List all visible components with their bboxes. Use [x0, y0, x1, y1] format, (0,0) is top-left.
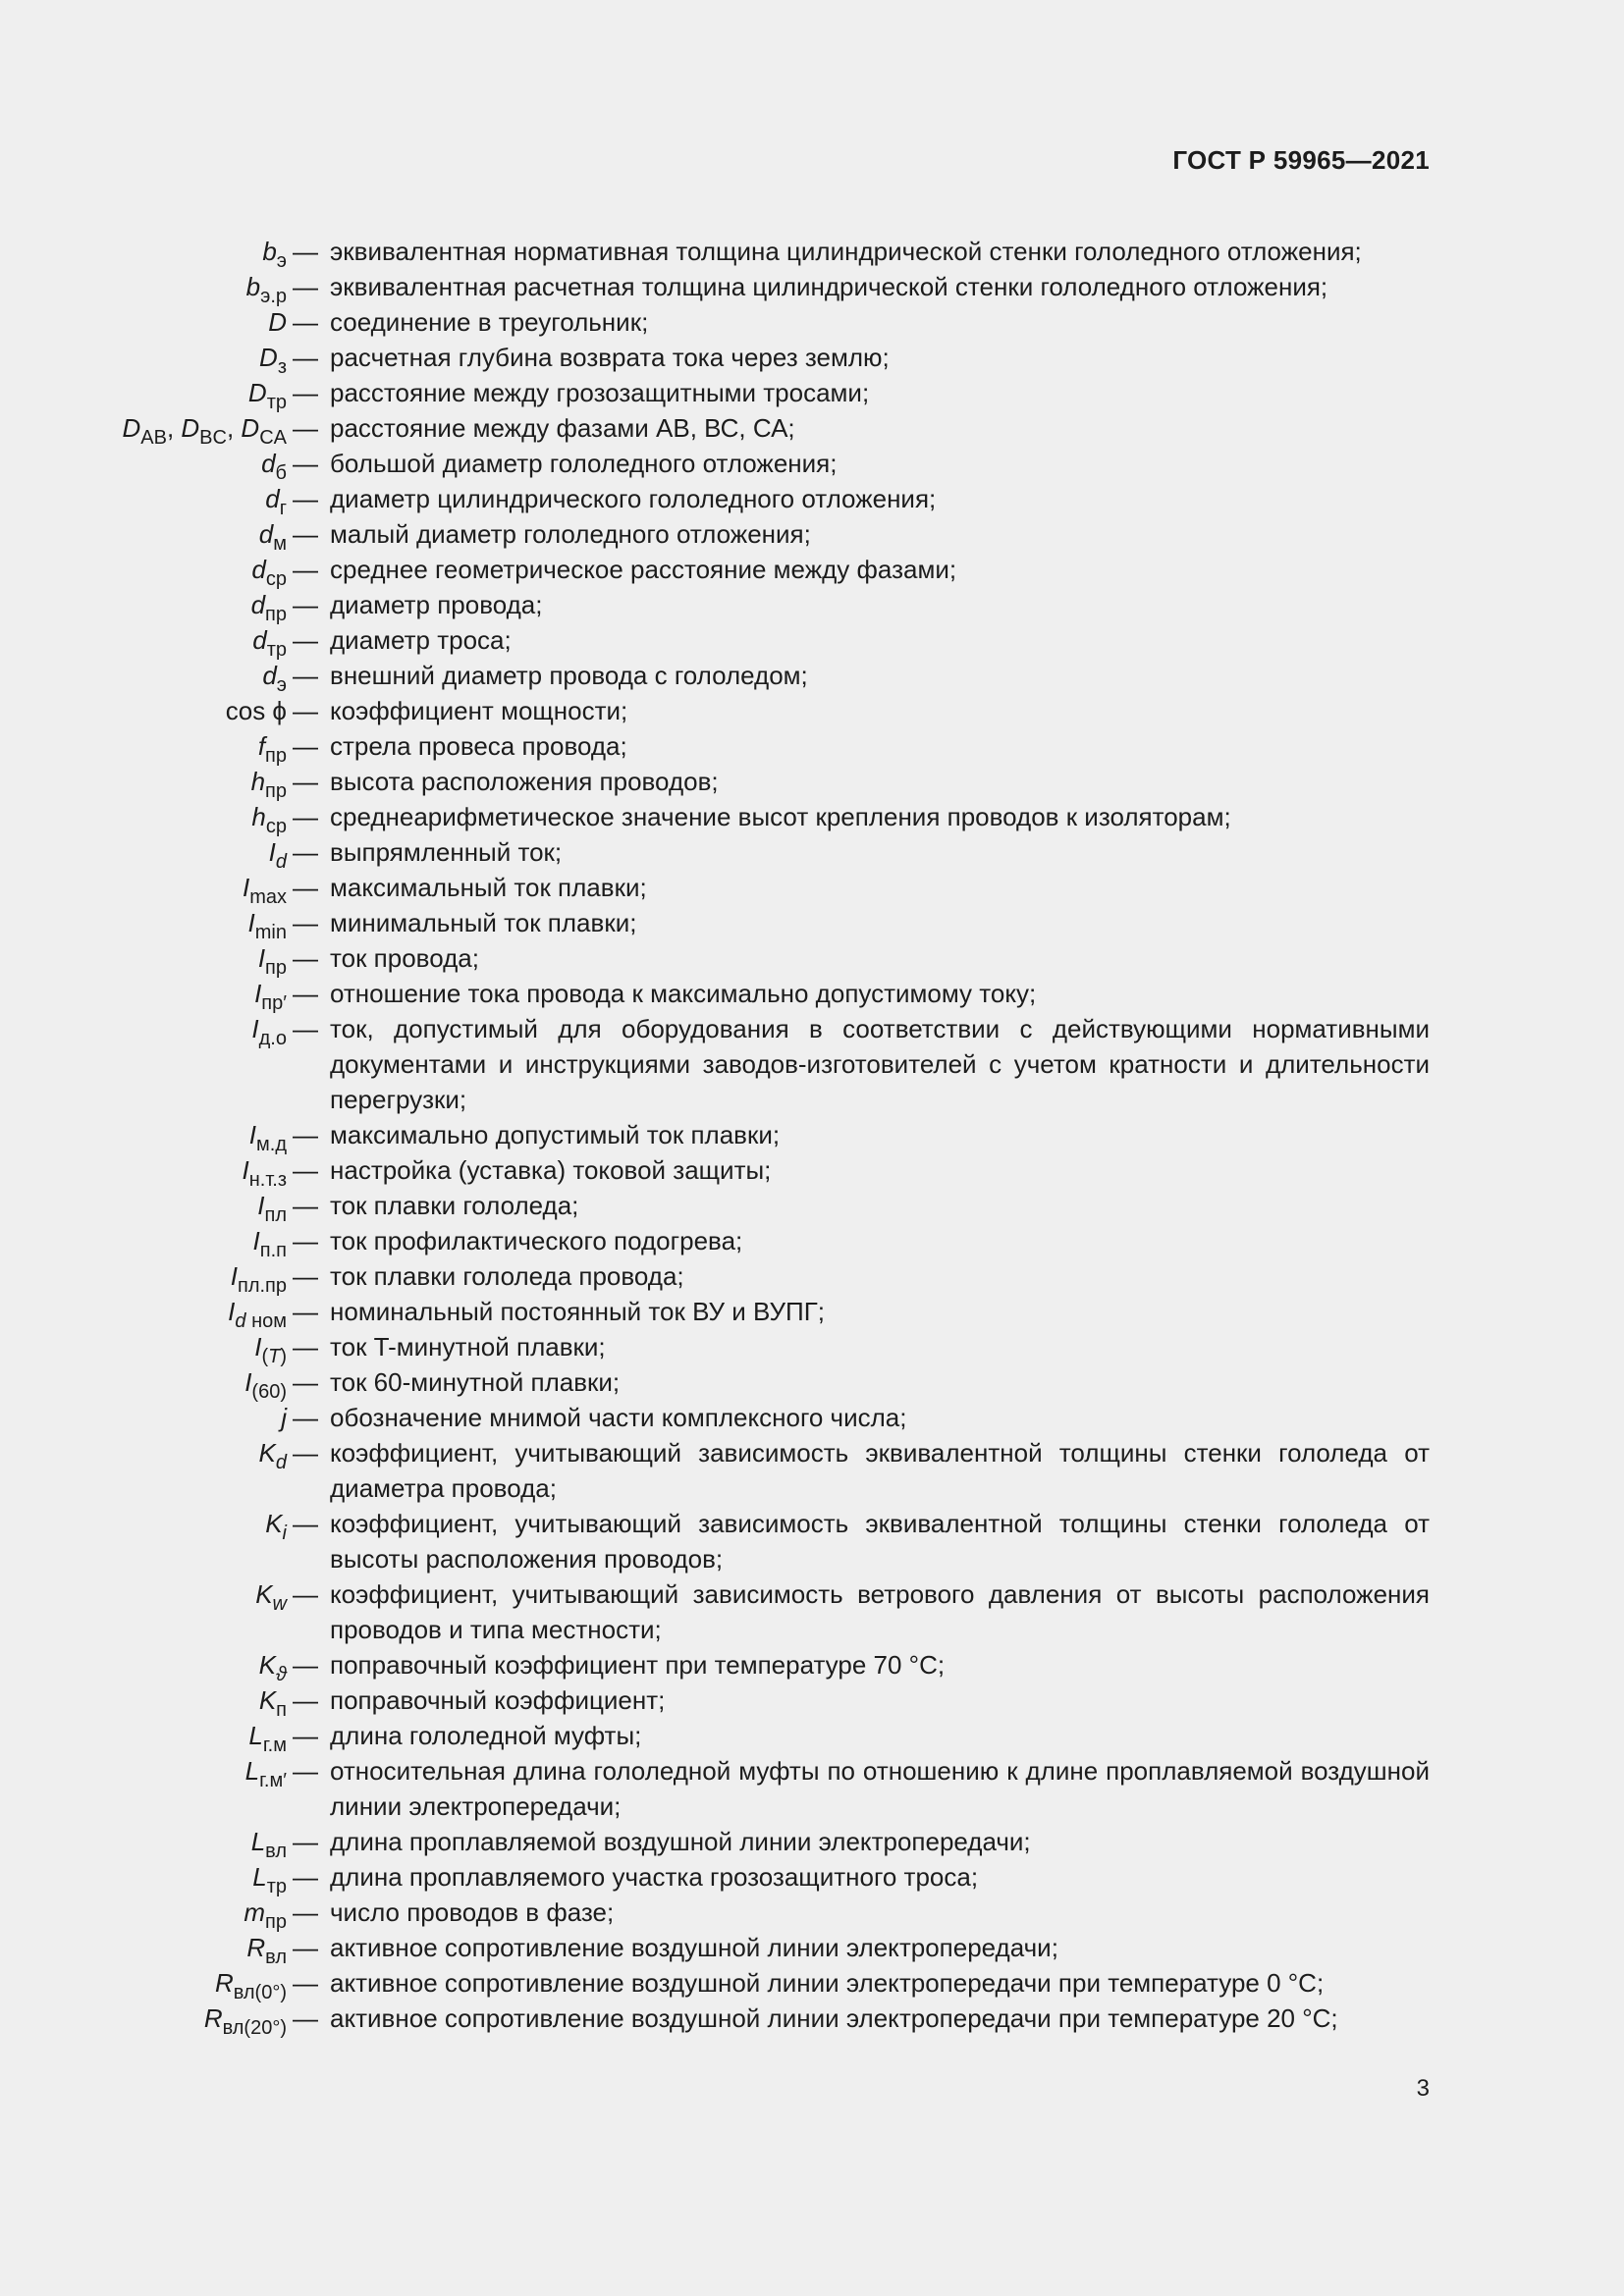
definition-symbol: $K_ϑ$ — [258, 1650, 287, 1685]
definition-text: ток 60-минутной плавки; — [330, 1367, 621, 1397]
definition-dash: — — [293, 1155, 318, 1185]
definition-text: настройка (уставка) токовой защиты; — [330, 1155, 772, 1185]
definition-symbol: $b_э$ — [262, 237, 287, 272]
definition-dash: — — [293, 1438, 318, 1468]
definition-row — [0, 1824, 1430, 1862]
definition-dash: — — [293, 1332, 318, 1362]
definition-text: длина гололедной муфты; — [330, 1721, 642, 1750]
definition-row — [0, 587, 1430, 625]
definition-row — [0, 693, 1430, 728]
definition-dash: — — [293, 767, 318, 796]
definition-text: длина проплавляемого участка грозозащитного троса; — [330, 1862, 979, 1892]
definition-text: большой диаметр гололедного отложения; — [330, 449, 838, 478]
definition-symbol: $R_{вл}$ — [246, 1933, 287, 1968]
definition-text: коэффициент мощности; — [330, 696, 628, 725]
definition-row — [0, 2001, 1430, 2039]
definition-symbol: $I_d$ — [268, 837, 287, 873]
definition-dash: — — [293, 519, 318, 549]
definition-row — [0, 1011, 1430, 1117]
definition-symbol: $d_{пр}$ — [250, 590, 287, 625]
definition-row — [0, 1859, 1430, 1895]
definition-row — [0, 269, 1430, 307]
definition-text: ток, допустимый для оборудования в соответствии с действующими нормативными документами и инструкциями заводов-изготовителей с учетом кратности и длительности перегрузки; — [330, 1014, 1430, 1114]
definition-dash: — — [293, 1968, 318, 1998]
definition-text: минимальный ток плавки; — [330, 908, 637, 937]
definition-symbol: $R_{вл(20^\circ)}$ — [203, 2003, 287, 2039]
definition-text: диаметр троса; — [330, 625, 512, 655]
definition-dash: — — [293, 661, 318, 690]
definition-row — [0, 1329, 1430, 1367]
definition-dash: — — [293, 873, 318, 902]
definition-symbol: $K_d$ — [258, 1438, 287, 1473]
definition-text: коэффициент, учитывающий зависимость ветрового давления от высоты расположения проводов и типа местности; — [330, 1579, 1430, 1644]
definition-row — [0, 1718, 1430, 1756]
definition-text: ток плавки гололеда провода; — [330, 1261, 684, 1291]
document-code: ГОСТ Р 59965—2021 — [1172, 145, 1430, 175]
page-number: 3 — [1416, 2075, 1430, 2102]
definition-row — [0, 304, 1430, 340]
definition-row — [0, 375, 1430, 413]
definition-text: коэффициент, учитывающий зависимость эквивалентной толщины стенки гололеда от высоты расположения проводов; — [330, 1509, 1430, 1574]
definition-symbol: $I_{пл.пр}$ — [230, 1261, 287, 1297]
definition-text: диаметр цилиндрического гололедного отложения; — [330, 484, 937, 513]
definition-text: отношение тока провода к максимально допустимому току; — [330, 979, 1037, 1008]
definition-dash: — — [293, 1226, 318, 1255]
definition-dash: — — [293, 908, 318, 937]
definition-symbol: $L_{вл}$ — [250, 1827, 287, 1862]
definition-row — [0, 481, 1430, 519]
definition-text: активное сопротивление воздушной линии электропередачи при температуре 20 °C; — [330, 2003, 1338, 2033]
definition-symbol: $D_{тр}$ — [247, 378, 287, 413]
definition-dash: — — [293, 272, 318, 301]
definition-row — [0, 1682, 1430, 1721]
definition-dash: — — [293, 1297, 318, 1326]
definition-text: расчетная глубина возврата тока через землю; — [330, 343, 890, 372]
definition-symbol: $b_{э.р}$ — [245, 272, 287, 307]
definition-row — [0, 1965, 1430, 2001]
definition-symbol: $I_d$ $_{ном}$ — [228, 1297, 287, 1332]
definition-text: высота расположения проводов; — [330, 767, 719, 796]
definition-text: диаметр провода; — [330, 590, 543, 619]
definition-text: ток профилактического подогрева; — [330, 1226, 743, 1255]
definition-symbol: $K_w$ — [255, 1579, 287, 1615]
definition-row — [0, 1576, 1430, 1647]
definition-dash: — — [293, 413, 318, 443]
definition-row — [0, 234, 1430, 272]
definition-symbol: cos ϕ — [225, 696, 287, 725]
definition-row — [0, 410, 1430, 449]
definition-text: ток провода; — [330, 943, 479, 973]
definition-text: эквивалентная расчетная толщина цилиндрической стенки гололедного отложения; — [330, 272, 1328, 301]
definition-row — [0, 905, 1430, 943]
definition-row — [0, 1506, 1430, 1576]
definition-text: эквивалентная нормативная толщина цилиндрической стенки гололедного отложения; — [330, 237, 1362, 266]
definition-row — [0, 1223, 1430, 1261]
definition-dash: — — [293, 1120, 318, 1149]
definition-symbol: $D_{AB}$, $D_{BC}$, $D_{CA}$ — [122, 413, 287, 449]
definition-symbol: $I_{пл}$ — [257, 1191, 287, 1226]
definition-dash: — — [293, 1933, 318, 1962]
definition-row — [0, 516, 1430, 555]
definition-symbol: $R_{вл(0^\circ)}$ — [214, 1968, 287, 2003]
definition-symbol: $K_i$ — [265, 1509, 287, 1544]
definition-dash: — — [293, 1756, 318, 1786]
definition-dash: — — [293, 484, 318, 513]
definition-dash: — — [293, 1579, 318, 1609]
definition-text: максимальный ток плавки; — [330, 873, 647, 902]
definition-text: внешний диаметр провода с гололедом; — [330, 661, 808, 690]
definition-dash: — — [293, 1897, 318, 1927]
definition-symbol: $I_{н.т.з}$ — [242, 1155, 287, 1191]
definition-dash: — — [293, 837, 318, 867]
definition-dash: — — [293, 1367, 318, 1397]
definition-dash: — — [293, 237, 318, 266]
definition-text: ток плавки гололеда; — [330, 1191, 579, 1220]
definition-symbol: $d_м$ — [258, 519, 287, 555]
definition-row — [0, 622, 1430, 661]
definition-dash: — — [293, 343, 318, 372]
definition-symbol: $I_{(60)}$ — [244, 1367, 287, 1403]
definition-text: активное сопротивление воздушной линии электропередачи при температуре 0 °C; — [330, 1968, 1325, 1998]
definition-text: обозначение мнимой части комплексного числа; — [330, 1403, 907, 1432]
definition-symbol: $h_{пр}$ — [250, 767, 287, 802]
definition-text: активное сопротивление воздушной линии электропередачи; — [330, 1933, 1058, 1962]
definition-text: поправочный коэффициент при температуре 70 °C; — [330, 1650, 946, 1680]
definition-text: длина проплавляемой воздушной линии электропередачи; — [330, 1827, 1031, 1856]
definition-text: расстояние между фазами АВ, ВС, СА; — [330, 413, 795, 443]
definition-row — [0, 940, 1430, 979]
definition-dash: — — [293, 1403, 318, 1432]
definition-symbol: $I_{пр'}$ — [254, 979, 287, 1014]
definition-text: число проводов в фазе; — [330, 1897, 615, 1927]
definition-row — [0, 1152, 1430, 1191]
definition-row — [0, 1647, 1430, 1685]
definition-row — [0, 728, 1430, 767]
definition-dash: — — [293, 449, 318, 478]
definition-text: ток T-минутной плавки; — [330, 1332, 606, 1362]
definition-dash: — — [293, 979, 318, 1008]
definition-dash: — — [293, 1509, 318, 1538]
definition-symbol: $I_{min}$ — [247, 908, 287, 943]
definition-text: расстояние между грозозащитными тросами; — [330, 378, 870, 407]
definition-row — [0, 1930, 1430, 1968]
definition-dash: — — [293, 378, 318, 407]
definition-row — [0, 1895, 1430, 1933]
definition-row — [0, 340, 1430, 378]
definition-text: среднее геометрическое расстояние между фазами; — [330, 555, 957, 584]
definition-symbol: $d_{тр}$ — [252, 625, 287, 661]
definition-dash: — — [293, 802, 318, 831]
definition-symbol: $f_{пр}$ — [257, 731, 287, 767]
definition-text: среднеарифметическое значение высот крепления проводов к изоляторам; — [330, 802, 1231, 831]
definition-dash: — — [293, 1191, 318, 1220]
definition-symbol: $L_{г.м}$ — [248, 1721, 287, 1756]
definition-symbol: D — [268, 307, 287, 337]
definition-row — [0, 764, 1430, 802]
definition-row — [0, 552, 1430, 590]
definition-text: малый диаметр гололедного отложения; — [330, 519, 811, 549]
definition-text: коэффициент, учитывающий зависимость эквивалентной толщины стенки гололеда от диаметра провода; — [330, 1438, 1430, 1503]
definition-symbol: $L_{тр}$ — [252, 1862, 287, 1897]
definition-symbol: $d_э$ — [262, 661, 287, 696]
definition-text: максимально допустимый ток плавки; — [330, 1120, 781, 1149]
definition-row — [0, 658, 1430, 696]
definition-text: соединение в треугольник; — [330, 307, 649, 337]
definition-row — [0, 1258, 1430, 1297]
definition-symbol: $d_б$ — [261, 449, 287, 484]
definition-row — [0, 1294, 1430, 1332]
definition-symbol: $h_{ср}$ — [251, 802, 287, 837]
definition-dash: — — [293, 1650, 318, 1680]
definition-text: стрела провеса провода; — [330, 731, 627, 761]
definition-dash: — — [293, 555, 318, 584]
definition-dash: — — [293, 1862, 318, 1892]
definition-symbol: $L_{г.м'}$ — [244, 1756, 287, 1791]
definition-dash: — — [293, 2003, 318, 2033]
definition-row — [0, 834, 1430, 873]
definition-text: относительная длина гололедной муфты по отношению к длине проплавляемой воздушной линии электропередачи; — [330, 1756, 1430, 1821]
definition-dash: — — [293, 696, 318, 725]
definition-dash: — — [293, 1261, 318, 1291]
definition-dash: — — [293, 1827, 318, 1856]
definition-row — [0, 446, 1430, 484]
definition-symbol: $I_{п.п}$ — [252, 1226, 287, 1261]
definition-text: поправочный коэффициент; — [330, 1685, 666, 1715]
definition-dash: — — [293, 943, 318, 973]
definition-row — [0, 870, 1430, 908]
definitions-list — [0, 234, 1430, 2039]
definition-symbol: $I_{м.д}$ — [248, 1120, 287, 1155]
definition-dash: — — [293, 625, 318, 655]
definition-symbol: $d_г$ — [265, 484, 287, 519]
definition-row — [0, 1400, 1430, 1435]
definition-dash: — — [293, 590, 318, 619]
definition-symbol: $I_{max}$ — [242, 873, 287, 908]
definition-dash: — — [293, 1721, 318, 1750]
definition-dash: — — [293, 1685, 318, 1715]
definition-symbol: $I_{пр}$ — [257, 943, 287, 979]
definition-dash: — — [293, 731, 318, 761]
definition-symbol: $m_{пр}$ — [244, 1897, 287, 1933]
definition-symbol: $K_п$ — [258, 1685, 287, 1721]
definition-row — [0, 799, 1430, 837]
definition-dash: — — [293, 307, 318, 337]
definition-symbol: $D_з$ — [259, 343, 287, 378]
definition-symbol: j — [281, 1403, 287, 1432]
definition-row — [0, 1364, 1430, 1403]
definition-row — [0, 1435, 1430, 1506]
definition-symbol: $I_{(T)}$ — [254, 1332, 287, 1367]
definition-dash: — — [293, 1014, 318, 1043]
definition-symbol: $I_{д.о}$ — [251, 1014, 287, 1049]
definition-symbol: $d_{ср}$ — [251, 555, 287, 590]
definition-row — [0, 976, 1430, 1014]
definition-row — [0, 1753, 1430, 1824]
definition-text: выпрямленный ток; — [330, 837, 563, 867]
definition-text: номинальный постоянный ток ВУ и ВУПГ; — [330, 1297, 826, 1326]
definition-row — [0, 1117, 1430, 1155]
definition-row — [0, 1188, 1430, 1226]
